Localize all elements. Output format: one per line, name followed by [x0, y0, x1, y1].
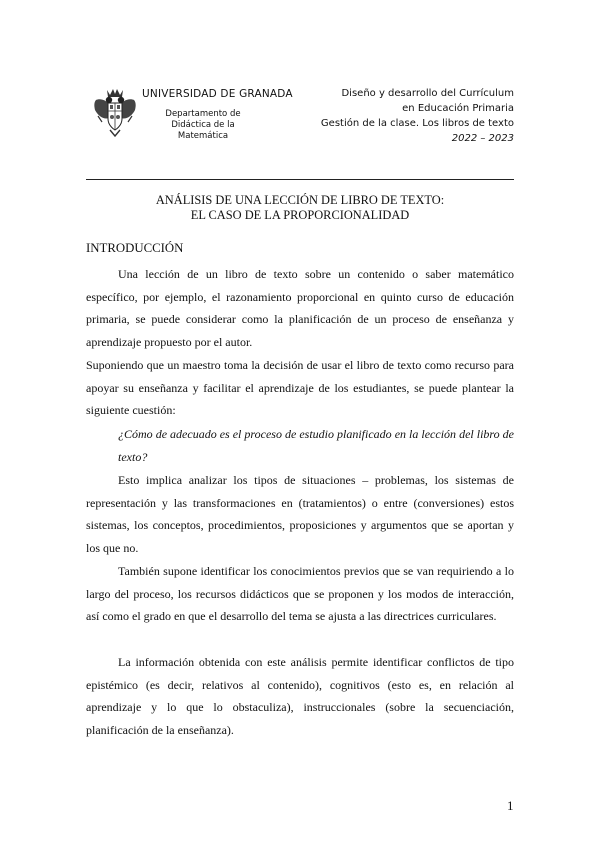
title-line-1: ANÁLISIS DE UNA LECCIÓN DE LIBRO DE TEXTO: [155, 193, 445, 207]
paragraph-1: Una lección de un libro de texto sobre un contenido o saber matemático específico, por ejemplo, el razonamiento proporcional en quinto curso de educación primaria, se puede considerar como la planificación de un proceso de enseñanza y aprendizaje propuesto por el autor. [86, 267, 514, 349]
course-line-2: en Educación Primaria [402, 103, 514, 114]
course-info [321, 86, 514, 146]
paragraph-2: Suponiendo que un maestro toma la decisión de usar el libro de texto como recurso para apoyar su enseñanza y facilitar el aprendizaje de los estudiantes, se puede plantear la siguiente cuestión: [86, 358, 514, 417]
university-name: UNIVERSIDAD DE GRANADA [142, 88, 293, 100]
course-line-1: Diseño y desarrollo del Currículum [341, 88, 514, 99]
document-title [86, 193, 514, 223]
department-name [148, 109, 258, 142]
paragraph-4: También supone identificar los conocimientos previos que se van requiriendo a lo largo del proceso, los recursos didácticos que se proponen y los modos de interacción, así como el grado en que el desarrollo del tema se ajusta a las directrices curriculares. [86, 564, 514, 623]
section-heading: INTRODUCCIÓN [86, 241, 184, 255]
paragraph-3: Esto implica analizar los tipos de situaciones – problemas, los sistemas de representación y las transformaciones en (tratamientos) o entre (conversiones) estos sistemas, los conceptos, procedimientos, proposiciones y argumentos que se aportan y los que no. [86, 473, 514, 555]
university-crest-icon [92, 86, 138, 138]
question-quote: ¿Cómo de adecuado es el proceso de estudio planificado en la lección del libro de texto? [118, 427, 514, 464]
academic-year: 2022 – 2023 [451, 133, 514, 144]
page-number: 1 [507, 798, 514, 813]
department-line-1: Departamento de [165, 109, 241, 119]
course-line-3: Gestión de la clase. Los libros de texto [320, 118, 514, 129]
header-divider [86, 179, 514, 180]
paragraph-5: La información obtenida con este análisis permite identificar conflictos de tipo epistémico (es decir, relativos al contenido), cognitivos (esto es, en relación al aprendizaje y lo que lo obstaculiza), instruccionales (sobre la secuenciación, planificación de la enseñanza). [86, 655, 514, 737]
title-line-2: EL CASO DE LA PROPORCIONALIDAD [190, 208, 410, 222]
department-line-2: Didáctica de la Matemática [171, 120, 235, 141]
